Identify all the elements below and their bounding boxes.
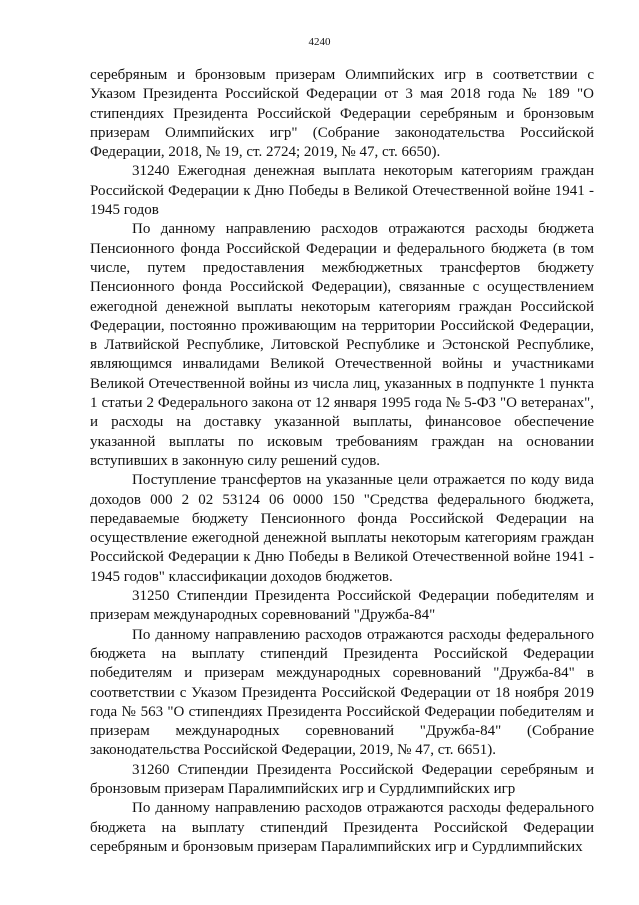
section-heading-31260: 31260 Стипендии Президента Российской Федерации серебряным и бронзовым призерам Паралимпийских игр и Сурдлимпийских игр bbox=[90, 761, 594, 797]
paragraph-31240-transfers: Поступление трансфертов на указанные цели отражается по коду вида доходов 000 2 02 53124 06 0000 150 "Средства федерального бюджета, передаваемые бюджету Пенсионного фонда Российской Федерации на осуществление ежегодной денежной выплаты некоторым категориям граждан Российской Федерации к Дню Победы в Великой Отечественной войне 1941 - 1945 годов" классификации доходов бюджетов. bbox=[90, 472, 594, 585]
paragraph-31260-description: По данному направлению расходов отражаются расходы федерального бюджета на выплату стипендий Президента Российской Федерации серебряным и бронзовым призерам Паралимпийских игр и Сурдлимпийских bbox=[90, 800, 594, 855]
section-heading-31240: 31240 Ежегодная денежная выплата некоторым категориям граждан Российской Федерации к Дню Победы в Великой Отечественной войне 1941 - 1945 годов bbox=[90, 163, 594, 219]
paragraph-31250-description: По данному направлению расходов отражаются расходы федерального бюджета на выплату стипендий Президента Российской Федерации победителям и призерам международных соревнований "Дружба-84" в соответствии с Указом Президента Российской Федерации от 18 ноября 2019 года № 563 "О стипендиях Президента Российской Федерации победителям и призерам международных соревнований "Дружба-84" (Собрание законодательства Российской Федерации, 2019, № 47, ст. 6651). bbox=[90, 626, 594, 759]
paragraph-31240-description: По данному направлению расходов отражаются расходы бюджета Пенсионного фонда Российской Федерации и федерального бюджета (в том числе, путем предоставления межбюджетных трансфертов бюджету Пенсионного фонда Российской Федерации), связанные с осуществлением ежегодной денежной выплаты некоторым категориям граждан Российской Федерации, постоянно проживающим на территории Российской Федерации, в Латвийской Республике, Литовской Республике и Эстонской Республике, являющимся инвалидами Великой Отечественной войны и участниками Великой Отечественной войны из числа лиц, указанных в подпункте 1 пункта 1 статьи 2 Федерального закона от 12 января 1995 года № 5-ФЗ "О ветеранах", и расходы на доставку указанной выплаты, финансовое обеспечение указанной выплаты по исковым требованиям граждан на основании вступивших в законную силу решений судов. bbox=[90, 221, 594, 469]
page-number: 4240 bbox=[308, 36, 331, 48]
document-body bbox=[90, 66, 594, 857]
section-heading-31250: 31250 Стипендии Президента Российской Федерации победителям и призерам международных соревнований "Дружба-84" bbox=[90, 588, 594, 624]
paragraph-continuation: серебряным и бронзовым призерам Олимпийских игр в соответствии с Указом Президента Российской Федерации от 3 мая 2018 года № 189 "О стипендиях Президента Российской Федерации серебряным и бронзовым призерам Олимпийских игр" (Собрание законодательства Российской Федерации, 2018, № 19, ст. 2724; 2019, № 47, ст. 6650). bbox=[90, 67, 594, 161]
